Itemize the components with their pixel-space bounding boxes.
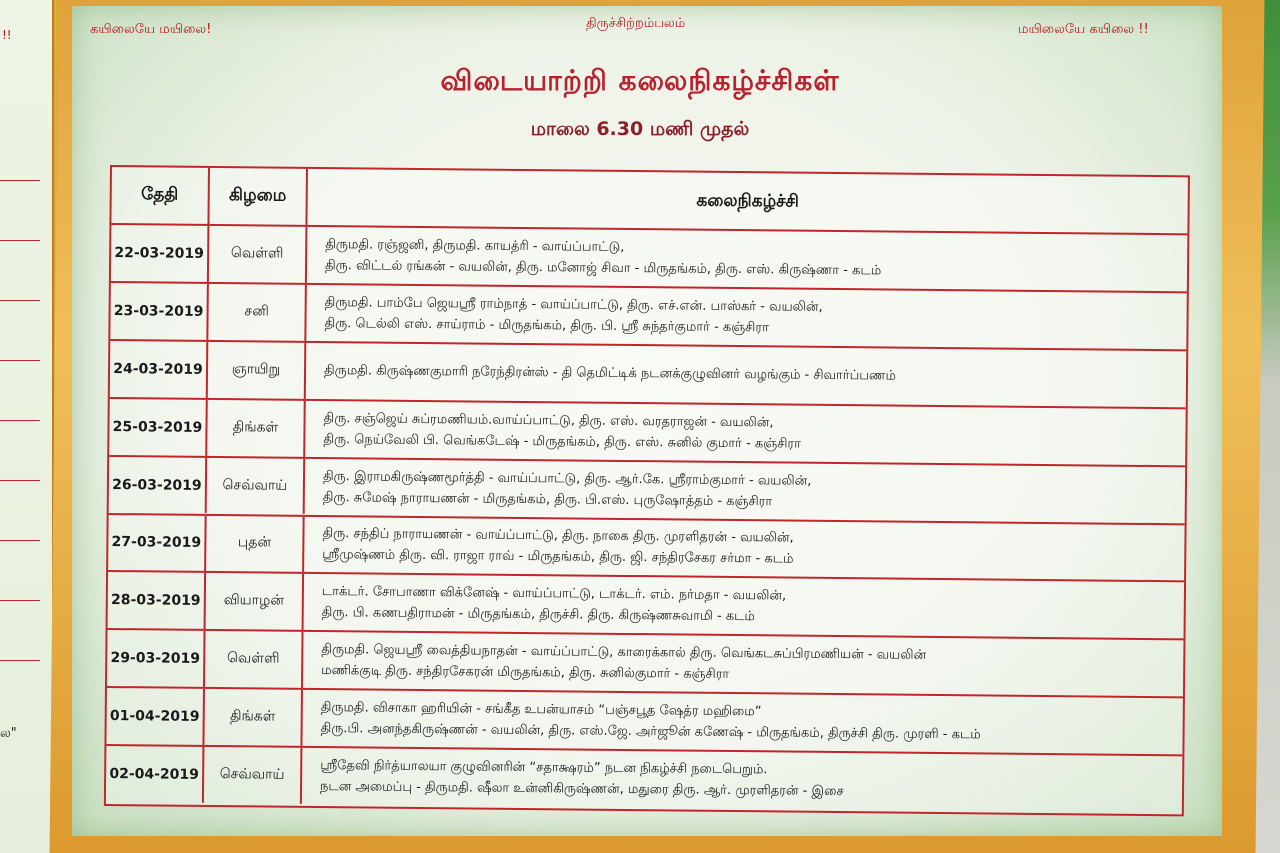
program-line: திரு.பி. அனந்தகிருஷ்ணன் - வயலின், திரு. எஸ்.ஜே. அர்ஜூன் கணேஷ் - மிருதங்கம், திருச்சி திரு. முரளி - கடம் (320, 721, 981, 743)
adjacent-page-rule (0, 540, 40, 541)
date-cell: 26-03-2019 (109, 457, 208, 514)
program-cell (305, 401, 1185, 465)
adjacent-page-rule (0, 360, 40, 361)
day-cell: வியாழன் (206, 573, 305, 630)
table-row (108, 513, 1185, 581)
page-title: விடையாற்றி கலைநிகழ்ச்சிகள் (440, 64, 840, 97)
adjacent-page-rule (0, 180, 40, 181)
program-line: திரு. நெய்வேலி பி. வெங்கடேஷ் - மிருதங்கம், திரு. எஸ். சுனில் குமார் - கஞ்சிரா (323, 431, 801, 452)
program-line: மணிக்குடி திரு. சந்திரசேகரன் மிருதங்கம், திரு. சுனில்குமார் - கஞ்சிரா (321, 663, 730, 683)
date-cell: 01-04-2019 (106, 688, 205, 745)
program-cell (305, 458, 1185, 522)
table-row (106, 744, 1183, 812)
program-line: திரு. பி. கணபதிராமன் - மிருதங்கம், திருச்சி. திரு. கிருஷ்ணசுவாமி - கடம் (321, 605, 755, 625)
program-line: திரு. சந்திப் நாராயணன் - வாய்ப்பாட்டு, திரு. நாகை திரு. முரளிதரன் - வயலின், (322, 526, 794, 547)
program-line: திரு. இராமகிருஷ்ணமூர்த்தி - வாய்ப்பாட்டு, திரு. ஆர்.கே. ஸ்ரீராம்குமார் - வயலின், (322, 468, 812, 489)
header-center-text: திருச்சிற்றம்பலம் (586, 16, 686, 31)
table-row (109, 397, 1186, 465)
adjacent-page-rule (0, 600, 40, 601)
table-row (110, 339, 1187, 407)
program-line: ஸ்ரீதேவி நிர்த்யாலயா குழுவினரின் “சதாக்ஷரம்” நடன நிகழ்ச்சி நடைபெறும். (320, 758, 768, 778)
table-row (108, 570, 1185, 638)
adjacent-page-text-bottom: ல" (0, 726, 17, 741)
adjacent-page-text-top: !! (2, 28, 12, 42)
day-cell: சனி (208, 284, 307, 341)
program-line: திருமதி. பாம்பே ஜெயஸ்ரீ ராம்நாத் - வாய்ப்பாட்டு, திரு. எச்.என். பாஸ்கர் - வயலின், (324, 294, 823, 315)
date-cell: 25-03-2019 (109, 399, 208, 456)
date-cell: 29-03-2019 (107, 630, 206, 687)
date-cell: 23-03-2019 (110, 283, 209, 340)
program-line: திருமதி. ஜெயஸ்ரீ வைத்தியநாதன் - வாய்ப்பாட்டு, காரைக்கால் திரு. வெங்கடசுப்பிரமணியன் - வயலின் (321, 642, 927, 664)
program-line: திருமதி. கிருஷ்ணகுமாரி நரேந்திரன்ஸ் - தி தெமிட்டிக் நடனக்குழுவினர் வழங்கும் - சிவார்ப்பணம் (323, 363, 897, 384)
schedule-table (104, 165, 1190, 816)
program-cell (304, 574, 1184, 638)
day-cell: செவ்வாய் (207, 458, 306, 515)
adjacent-page-rule (0, 480, 40, 481)
program-cell (304, 516, 1184, 580)
table-header-row (111, 167, 1187, 233)
program-line: திருமதி. ரஞ்ஜனி, திருமதி. காயத்ரி - வாய்ப்பாட்டு, (325, 237, 625, 255)
program-cell (307, 227, 1187, 291)
program-line: திரு. சுமேஷ் நாராயணன் - மிருதங்கம், திரு. பி.எஸ். புருஷோத்தம் - கஞ்சிரா (322, 489, 773, 509)
program-line: நடன அமைப்பு - திருமதி. ஷீலா உன்னிகிருஷ்ணன், மதுரை திரு. ஆர். முரளிதரன் - இசை (319, 779, 844, 800)
header-program: கலைநிகழ்ச்சி (696, 190, 799, 212)
adjacent-page-rule (0, 420, 40, 421)
day-cell: ஞாயிறு (208, 342, 307, 399)
table-row (106, 686, 1183, 754)
program-cell (306, 285, 1186, 349)
date-cell: 02-04-2019 (106, 746, 205, 803)
program-line: திரு. விட்டல் ரங்கன் - வயலின், திரு. மனோஜ் சிவா - மிருதங்கம், திரு. எஸ். கிருஷ்ணா - கடம் (324, 258, 882, 279)
header-left-text: கயிலையே மயிலை! (90, 22, 212, 37)
day-cell: வெள்ளி (205, 631, 304, 688)
table-row (111, 223, 1188, 291)
header-date: தேதி (111, 167, 210, 224)
page-subtitle: மாலை 6.30 மணி முதல் (530, 118, 750, 140)
date-cell: 22-03-2019 (111, 225, 210, 282)
program-cell (306, 343, 1186, 407)
day-cell: திங்கள் (207, 400, 306, 457)
program-line: ஸ்ரீமுஷ்ணம் திரு. வி. ராஜா ராவ் - மிருதங்கம், திரு. ஜி. சந்திரசேகர சர்மா - கடம் (322, 547, 794, 568)
program-line: திரு. சஞ்ஜெய் சுப்ரமணியம்.வாய்ப்பாட்டு, திரு. எஸ். வரதராஜன் - வயலின், (323, 410, 774, 431)
program-cell (302, 690, 1182, 754)
adjacent-page-rule (0, 660, 40, 661)
table-row (109, 455, 1186, 523)
day-cell: புதன் (206, 515, 305, 572)
header-day: கிழமை (209, 168, 308, 225)
date-cell: 27-03-2019 (108, 515, 207, 572)
adjacent-page-rule (0, 300, 40, 301)
table-row (107, 628, 1184, 696)
program-line: திரு. டெல்லி எஸ். சாய்ராம் - மிருதங்கம், திரு. பி. ஸ்ரீ சுந்தர்குமார் - கஞ்சிரா (324, 315, 769, 336)
date-cell: 24-03-2019 (110, 341, 209, 398)
program-line: டாக்டர். சோபாணா விக்னேஷ் - வாய்ப்பாட்டு, டாக்டர். எம். நர்மதா - வயலின், (321, 584, 787, 604)
adjacent-page-rule (0, 240, 40, 241)
program-cell (303, 632, 1183, 696)
day-cell: செவ்வாய் (204, 747, 303, 804)
program-line: திருமதி. விசாகா ஹரியின் - சங்கீத உபன்யாசம் “பஞ்சபூத ஷேத்ர மஹிமை” (320, 700, 762, 720)
day-cell: திங்கள் (204, 689, 303, 746)
date-cell: 28-03-2019 (108, 572, 207, 629)
program-cell (302, 748, 1182, 812)
table-row (110, 281, 1187, 349)
header-right-text: மயிலையே கயிலை !! (1018, 22, 1149, 37)
day-cell: வெள்ளி (209, 226, 308, 283)
